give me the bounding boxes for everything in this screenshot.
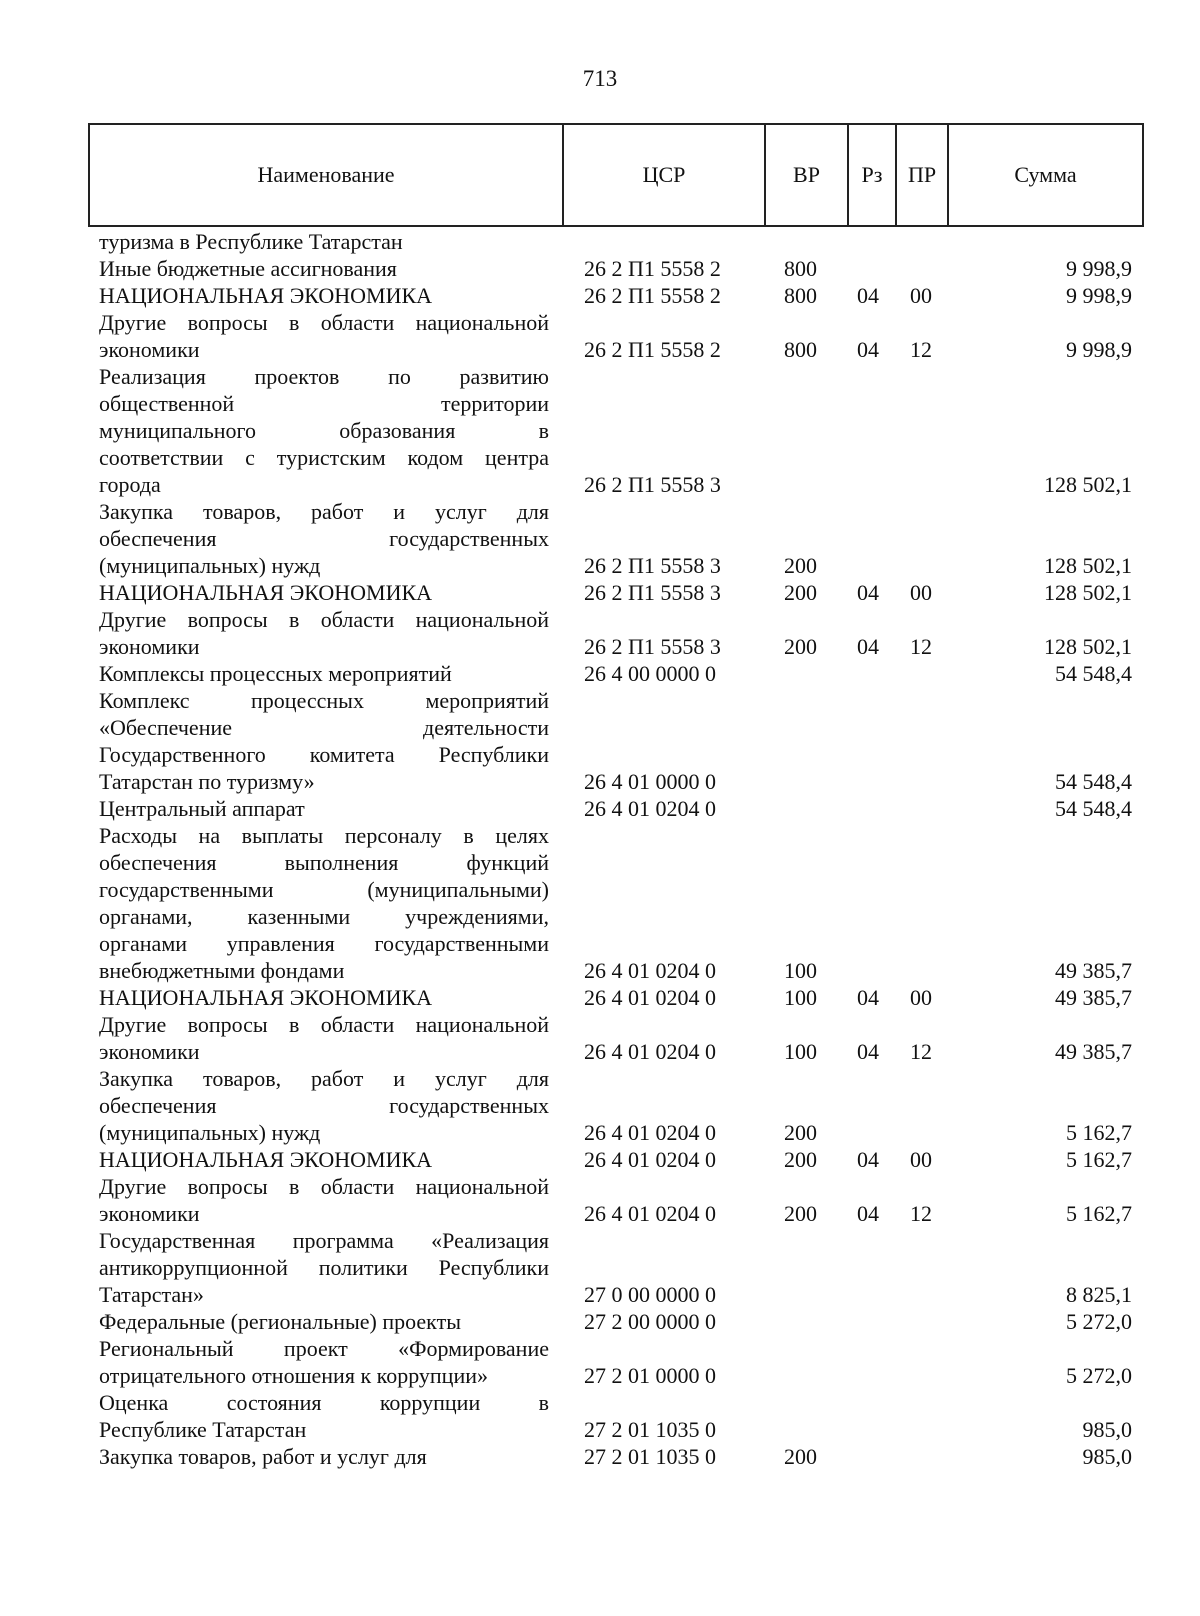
row-name-line: экономики [99,1201,200,1226]
row-vr: 100 [784,985,817,1010]
row-name-line: экономики [99,1039,200,1064]
row-sum: 49 385,7 [1055,985,1132,1010]
row-name-line: Закупка товаров, работ и услуг для [99,1444,427,1469]
table-row [0,1335,1200,1389]
row-name-line: государственными (муниципальными) [99,877,549,902]
page-number: 713 [582,66,618,91]
row-pr: 12 [910,1201,932,1226]
row-name-line: Другие вопросы в области национальной [99,1012,549,1037]
table-row [0,822,1200,984]
row-csr: 26 4 01 0204 0 [584,1120,716,1145]
row-name-line: (муниципальных) нужд [99,1120,321,1145]
row-sum: 5 272,0 [1066,1363,1132,1388]
row-name-line: Комплексы процессных мероприятий [99,661,452,686]
table-row [0,228,1200,255]
row-pr: 00 [910,1147,932,1172]
row-sum: 128 502,1 [1044,580,1132,605]
row-name-line: соответствии с туристским кодом центра [99,445,549,470]
row-vr: 200 [784,553,817,578]
row-pr: 12 [910,634,932,659]
table-header [88,123,1144,227]
table-row [0,1443,1200,1470]
table-row [0,687,1200,795]
row-name-line: Государственная программа «Реализация [99,1228,549,1253]
table-row [0,309,1200,363]
row-vr: 100 [784,958,817,983]
row-name-line: (муниципальных) нужд [99,553,321,578]
row-csr: 27 2 00 0000 0 [584,1309,716,1334]
header-vr: ВР [766,125,849,225]
table-row [0,282,1200,309]
row-name-line: Другие вопросы в области национальной [99,310,549,335]
row-name [99,363,549,498]
row-name-line: обеспечения государственных [99,1093,549,1118]
table-row [0,1011,1200,1065]
header-name: Наименование [90,125,564,225]
row-rz: 04 [857,1039,879,1064]
row-name [99,1308,549,1335]
row-name [99,795,549,822]
row-vr: 800 [784,283,817,308]
row-name-line: туризма в Республике Татарстан [99,229,403,254]
row-name [99,1146,549,1173]
row-csr: 27 0 00 0000 0 [584,1282,716,1307]
header-pr: ПР [897,125,949,225]
row-csr: 26 4 01 0204 0 [584,958,716,983]
table-row [0,1308,1200,1335]
row-pr: 12 [910,1039,932,1064]
row-name-line: Республике Татарстан [99,1417,307,1442]
row-name-line: общественной территории [99,391,549,416]
header-rz: Рз [849,125,897,225]
row-csr: 27 2 01 0000 0 [584,1363,716,1388]
row-name-line: экономики [99,634,200,659]
row-name [99,822,549,984]
row-name-line: внебюджетными фондами [99,958,345,983]
row-sum: 49 385,7 [1055,1039,1132,1064]
row-name [99,579,549,606]
row-name-line: органами, казенными учреждениями, [99,904,549,929]
row-name-line: города [99,472,161,497]
row-csr: 27 2 01 1035 0 [584,1444,716,1469]
row-pr: 12 [910,337,932,362]
table-row [0,1227,1200,1308]
row-name [99,660,549,687]
row-sum: 985,0 [1082,1444,1132,1469]
table-row [0,1173,1200,1227]
row-name-line: Расходы на выплаты персоналу в целях [99,823,549,848]
row-name-line: НАЦИОНАЛЬНАЯ ЭКОНОМИКА [99,283,433,308]
row-csr: 26 2 П1 5558 2 [584,256,721,281]
row-vr: 200 [784,1147,817,1172]
row-name-line: НАЦИОНАЛЬНАЯ ЭКОНОМИКА [99,985,433,1010]
row-csr: 26 2 П1 5558 3 [584,634,721,659]
row-name [99,282,549,309]
row-name [99,1227,549,1308]
row-rz: 04 [857,985,879,1010]
row-csr: 26 2 П1 5558 3 [584,580,721,605]
row-rz: 04 [857,1201,879,1226]
row-name-line: обеспечения государственных [99,526,549,551]
row-name [99,984,549,1011]
row-sum: 985,0 [1082,1417,1132,1442]
row-pr: 00 [910,580,932,605]
row-pr: 00 [910,283,932,308]
row-sum: 9 998,9 [1066,283,1132,308]
table-row [0,1389,1200,1443]
row-csr: 26 4 01 0204 0 [584,796,716,821]
row-name-line: Реализация проектов по развитию [99,364,549,389]
row-name-line: Татарстан» [99,1282,204,1307]
row-name-line: Татарстан по туризму» [99,769,315,794]
row-sum: 128 502,1 [1044,553,1132,578]
header-sum: Сумма [1014,162,1077,187]
row-sum: 5 162,7 [1066,1147,1132,1172]
row-name [99,1065,549,1146]
row-vr: 200 [784,580,817,605]
row-name [99,1335,549,1389]
row-sum: 128 502,1 [1044,634,1132,659]
row-name-line: НАЦИОНАЛЬНАЯ ЭКОНОМИКА [99,580,433,605]
row-rz: 04 [857,1147,879,1172]
row-vr: 200 [784,634,817,659]
row-name-line: «Обеспечение деятельности [99,715,549,740]
row-name-line: Закупка товаров, работ и услуг для [99,1066,549,1091]
row-name-line: Другие вопросы в области национальной [99,607,549,632]
row-vr: 200 [784,1120,817,1145]
row-name [99,309,549,363]
table-row [0,606,1200,660]
row-pr: 00 [910,985,932,1010]
row-csr: 26 4 01 0204 0 [584,1147,716,1172]
row-vr: 100 [784,1039,817,1064]
table-row [0,363,1200,498]
row-sum: 5 162,7 [1066,1201,1132,1226]
row-csr: 26 4 01 0204 0 [584,1201,716,1226]
table-row [0,795,1200,822]
table-row [0,498,1200,579]
row-rz: 04 [857,283,879,308]
row-name-line: антикоррупционной политики Республики [99,1255,549,1280]
row-name-line: экономики [99,337,200,362]
row-sum: 5 272,0 [1066,1309,1132,1334]
row-vr: 800 [784,256,817,281]
row-csr: 26 4 01 0204 0 [584,985,716,1010]
row-csr: 26 4 00 0000 0 [584,661,716,686]
row-csr: 26 2 П1 5558 2 [584,283,721,308]
row-name-line: отрицательного отношения к коррупции» [99,1363,489,1388]
row-name-line: Закупка товаров, работ и услуг для [99,499,549,524]
row-name [99,606,549,660]
table-row [0,1146,1200,1173]
row-sum: 5 162,7 [1066,1120,1132,1145]
row-name [99,1011,549,1065]
table-row [0,660,1200,687]
table-row [0,1065,1200,1146]
row-sum: 128 502,1 [1044,472,1132,497]
row-name-line: Федеральные (региональные) проекты [99,1309,461,1334]
row-name-line: Региональный проект «Формирование [99,1336,549,1361]
row-name-line: Оценка состояния коррупции в [99,1390,549,1415]
row-name [99,1389,549,1443]
row-csr: 26 4 01 0204 0 [584,1039,716,1064]
row-name-line: Государственного комитета Республики [99,742,549,767]
row-csr: 26 2 П1 5558 3 [584,472,721,497]
row-name [99,1173,549,1227]
row-name [99,498,549,579]
table-row [0,579,1200,606]
row-sum: 54 548,4 [1055,661,1132,686]
row-name-line: Иные бюджетные ассигнования [99,256,397,281]
row-sum: 54 548,4 [1055,769,1132,794]
row-name [99,255,549,282]
row-sum: 8 825,1 [1066,1282,1132,1307]
row-name [99,687,549,795]
row-name-line: обеспечения выполнения функций [99,850,549,875]
row-vr: 200 [784,1444,817,1469]
row-vr: 200 [784,1201,817,1226]
row-vr: 800 [784,337,817,362]
row-csr: 26 4 01 0000 0 [584,769,716,794]
header-csr: ЦСР [564,125,766,225]
row-csr: 26 2 П1 5558 2 [584,337,721,362]
table-row [0,984,1200,1011]
row-name [99,228,549,255]
row-csr: 27 2 01 1035 0 [584,1417,716,1442]
row-sum: 9 998,9 [1066,337,1132,362]
row-rz: 04 [857,634,879,659]
row-name-line: органами управления государственными [99,931,549,956]
row-csr: 26 2 П1 5558 3 [584,553,721,578]
row-name-line: Другие вопросы в области национальной [99,1174,549,1199]
table-row [0,255,1200,282]
row-name-line: НАЦИОНАЛЬНАЯ ЭКОНОМИКА [99,1147,433,1172]
row-rz: 04 [857,337,879,362]
row-name-line: муниципального образования в [99,418,549,443]
row-sum: 9 998,9 [1066,256,1132,281]
row-sum: 49 385,7 [1055,958,1132,983]
row-name [99,1443,549,1470]
row-rz: 04 [857,580,879,605]
row-name-line: Комплекс процессных мероприятий [99,688,549,713]
row-name-line: Центральный аппарат [99,796,305,821]
row-sum: 54 548,4 [1055,796,1132,821]
